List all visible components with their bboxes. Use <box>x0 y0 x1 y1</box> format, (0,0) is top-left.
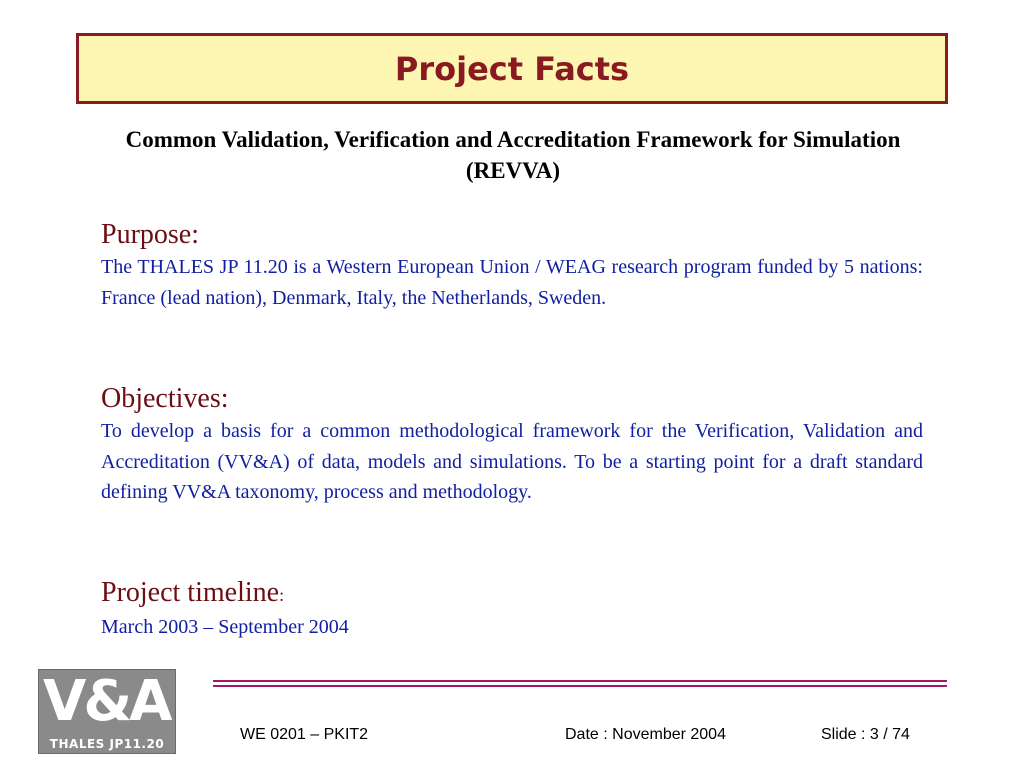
logo-sub-text: THALES JP11.20 <box>49 737 165 751</box>
purpose-section <box>101 218 923 313</box>
thales-vva-logo <box>38 669 176 754</box>
logo-main-text: V&A <box>43 669 170 734</box>
objectives-body: To develop a basis for a common methodological framework for the Verification, Validation and Accreditation (VV&A) of data, models and simulations. To be a starting point for a draft standard defining VV&A taxonomy, process and methodology. <box>101 420 923 503</box>
purpose-body: The THALES JP 11.20 is a Western European Union / WEAG research program funded by 5 nations: France (lead nation), Denmark, Italy, the Netherlands, Sweden. <box>101 256 923 309</box>
timeline-body: March 2003 – September 2004 <box>101 616 349 638</box>
slide-subtitle: Common Validation, Verification and Accreditation Framework for Simulation (REVVA) <box>125 127 901 183</box>
title-banner <box>76 33 948 104</box>
purpose-heading: Purpose: <box>101 219 199 250</box>
footer-divider-bottom <box>213 685 947 687</box>
footer-divider-top <box>213 680 947 682</box>
objectives-heading: Objectives: <box>101 383 229 414</box>
timeline-heading-text: Project timeline <box>101 577 280 608</box>
timeline-heading-colon: : <box>279 585 285 605</box>
footer-date: Date : November 2004 <box>565 726 726 743</box>
footer-doc-ref: WE 0201 – PKIT2 <box>240 726 369 743</box>
timeline-section <box>101 576 923 643</box>
objectives-section <box>101 382 923 508</box>
footer-slide-number: Slide : 3 / 74 <box>821 726 910 743</box>
timeline-heading <box>101 576 923 612</box>
slide-title: Project Facts <box>394 49 630 88</box>
